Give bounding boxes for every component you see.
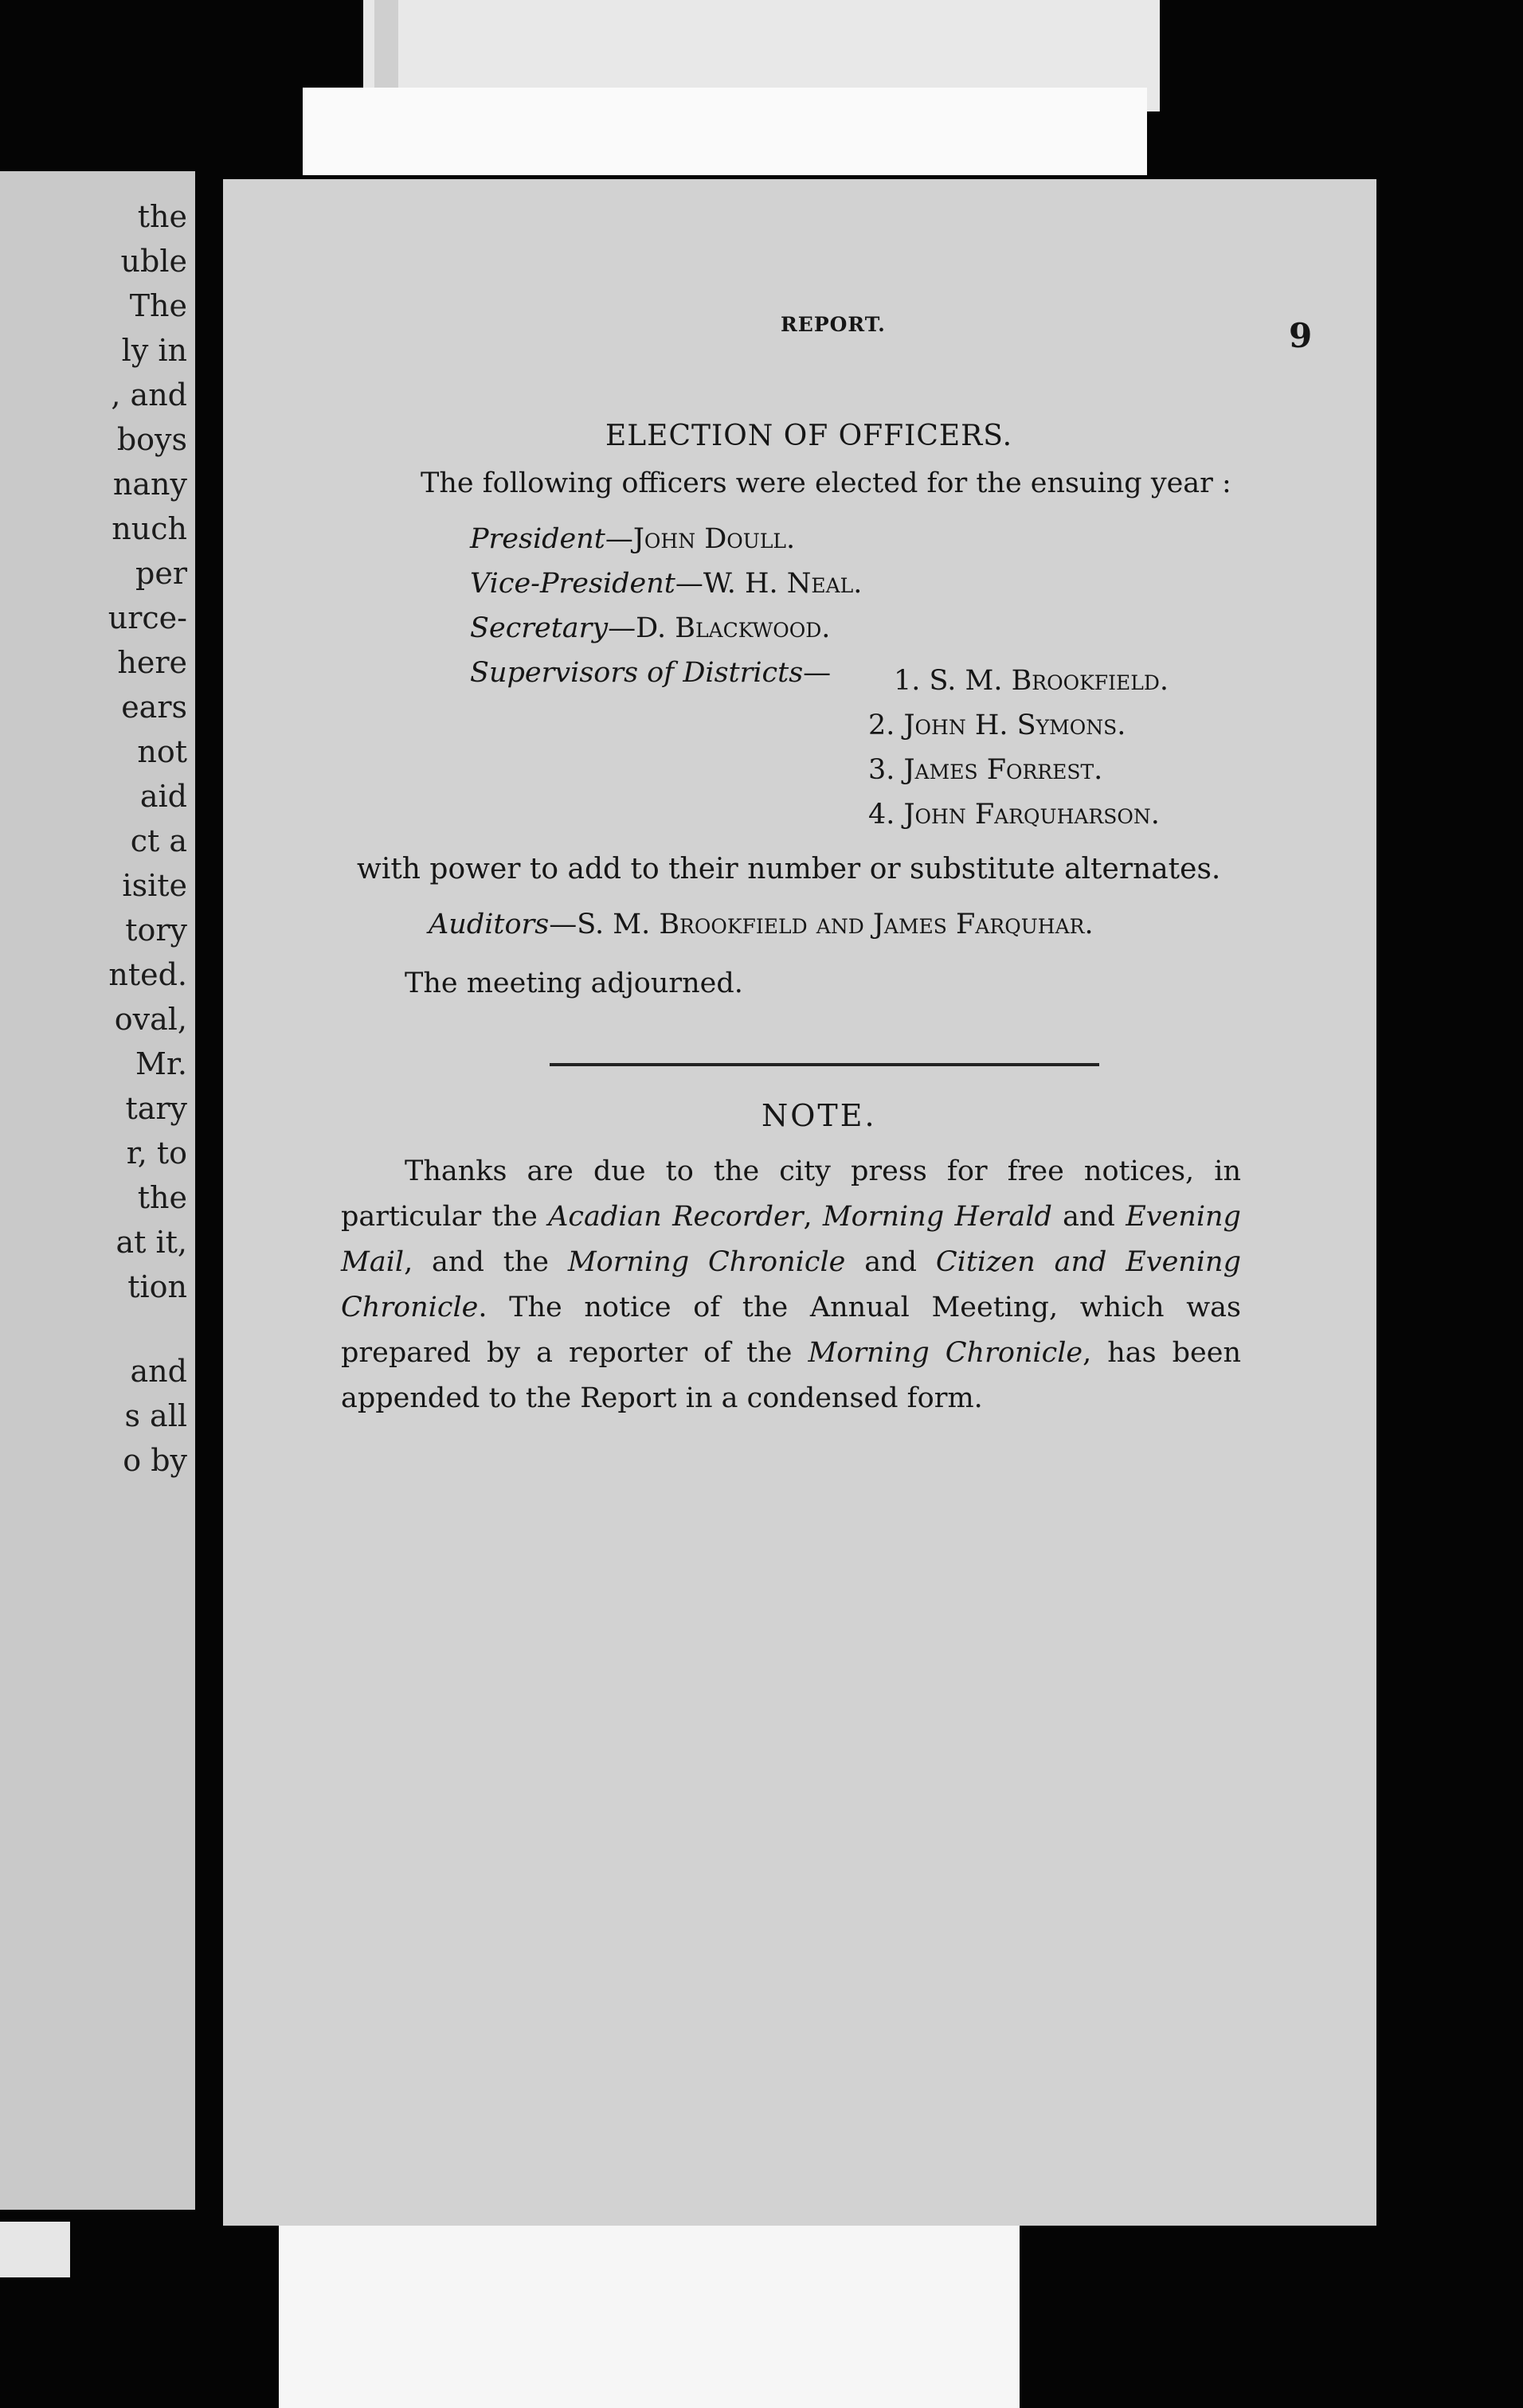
facing-page-line: tion [127,1269,187,1304]
vice-president-name: W. H. Neal. [703,568,863,600]
secretary-line: Secretary—D. Blackwood. [470,612,831,644]
note-text-3: , has been appended to the Report in a condensed form. [341,1337,1241,1414]
secretary-label: Secretary [470,612,609,644]
supervisor-district-1: 1. S. M. Brookfield. [894,665,1169,697]
vice-president-line: Vice-President—W. H. Neal. [470,568,863,600]
facing-page-line: tary [125,1091,187,1126]
facing-page-line: urce- [108,600,187,635]
supervisor-district-3: 3. James Forrest. [868,754,1103,786]
facing-page-line: aid [139,779,187,814]
page-number: 9 [1289,316,1313,355]
publication-morning-herald: Morning Herald [822,1201,1052,1233]
facing-page [0,171,195,2210]
publication-citizen-evening-chronicle: Citizen and Evening Chronicle [341,1246,1241,1323]
auditors-label: Auditors [429,909,550,940]
publication-acadian-recorder: Acadian Recorder [548,1201,804,1233]
facing-page-line: uble [120,244,187,279]
document-page [223,179,1376,2226]
adjourned-line: The meeting adjourned. [405,968,743,999]
facing-page-line: tory [125,913,187,948]
section-divider [550,1063,1099,1066]
note-paragraph [341,1149,1241,1421]
facing-page-line: ct a [130,823,187,858]
auditors-names: S. M. Brookfield and James Farquhar. [577,909,1094,940]
note-sep-2: and [1051,1201,1126,1233]
facing-page-line: nany [112,467,187,502]
facing-page-line: s all [124,1398,187,1433]
facing-page-line: the [137,1180,187,1215]
facing-page-line: , and [111,377,187,412]
election-intro: The following officers were elected for the ensuing year : [421,467,1231,499]
supervisor-district-2: 2. John H. Symons. [868,710,1126,741]
president-name: John Doull. [632,523,796,555]
president-line: President—John Doull. [470,523,796,555]
facing-page-line: per [135,556,187,591]
facing-page-line: not [137,734,187,769]
president-label: President [470,523,605,555]
note-text-1: Thanks are due to the city press for free notices, in particular the [341,1155,1241,1233]
facing-page-line: the [137,199,187,234]
publication-morning-chronicle-2: Morning Chronicle [808,1337,1083,1369]
facing-page-line: and [130,1354,187,1389]
top-paper-tab-front [303,88,1147,175]
vice-president-label: Vice-President [470,568,675,600]
bottom-paper-tab [279,2222,1020,2408]
facing-page-line: boys [116,422,187,457]
supervisor-district-4: 4. John Farquharson. [868,799,1160,831]
note-sep-1: , [803,1201,823,1233]
facing-page-line: o by [123,1443,187,1478]
facing-page-line: nted. [108,957,187,992]
facing-page-line: r, to [126,1136,187,1171]
facing-page-line: oval, [114,1002,187,1037]
power-note: with power to add to their number or substitute alternates. [357,853,1221,885]
facing-page-line: The [129,288,187,323]
top-paper-strip [374,0,398,88]
facing-page-line: here [117,645,187,680]
publication-morning-chronicle: Morning Chronicle [567,1246,846,1278]
election-heading: ELECTION OF OFFICERS. [605,420,1013,452]
note-sep-3: , and the [404,1246,568,1278]
auditors-line: Auditors—S. M. Brookfield and James Farquhar. [429,909,1094,940]
facing-page-line: ly in [121,333,187,368]
publication-evening-mail: Evening Mail [341,1201,1241,1278]
facing-page-line: at it, [115,1225,187,1260]
note-heading: NOTE. [762,1098,877,1133]
facing-page-line: nuch [112,511,187,546]
facing-page-line: isite [122,868,187,903]
note-text-2: . The notice of the Annual Meeting, which was prepared by a reporter of the [341,1292,1241,1369]
facing-page-line: ears [121,690,187,725]
running-title: REPORT. [781,313,886,336]
supervisors-label: Supervisors of Districts [470,657,804,689]
facing-page-line: Mr. [135,1046,187,1081]
supervisors-line: Supervisors of Districts— [470,657,832,689]
note-sep-4: and [845,1246,936,1278]
secretary-name: D. Blackwood. [636,612,831,644]
bottom-left-paper-tab [0,2222,70,2277]
